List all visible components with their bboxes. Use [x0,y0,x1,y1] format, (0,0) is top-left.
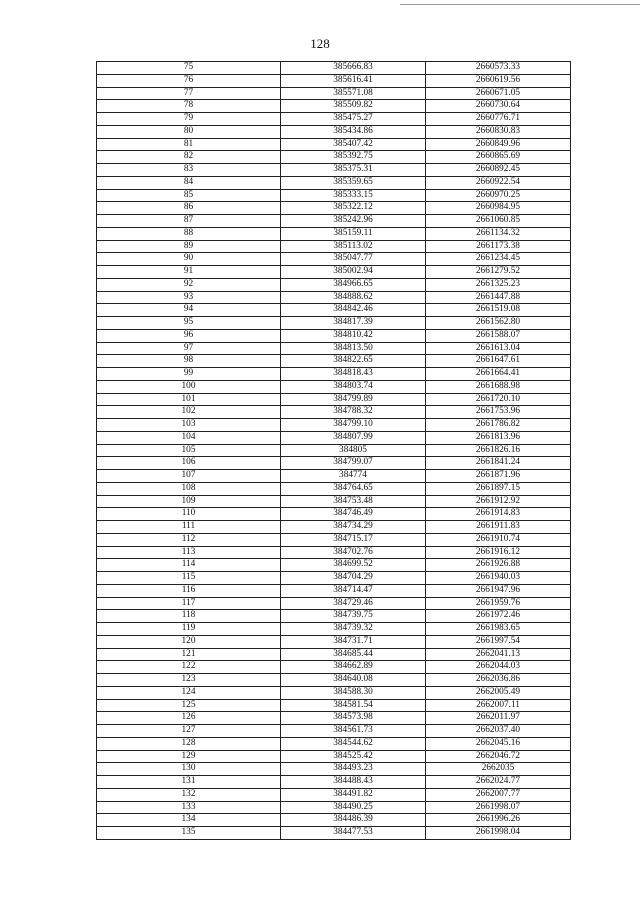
x-coordinate-cell: 384822.65 [281,355,426,368]
point-number-cell: 88 [97,227,281,240]
point-number-cell: 82 [97,151,281,164]
x-coordinate-cell: 384788.32 [281,406,426,419]
x-coordinate-cell: 384805 [281,444,426,457]
point-number-cell: 110 [97,508,281,521]
x-coordinate-cell: 384799.07 [281,457,426,470]
x-coordinate-cell: 384491.82 [281,788,426,801]
x-coordinate-cell: 385571.08 [281,87,426,100]
x-coordinate-cell: 384573.98 [281,712,426,725]
table-row [97,151,571,164]
x-coordinate-cell: 384753.48 [281,495,426,508]
x-coordinate-cell: 384493.23 [281,763,426,776]
table-row [97,674,571,687]
y-coordinate-cell: 2662044.03 [426,661,571,674]
point-number-cell: 102 [97,406,281,419]
table-row [97,342,571,355]
x-coordinate-cell: 384739.75 [281,610,426,623]
point-number-cell: 84 [97,176,281,189]
point-number-cell: 100 [97,380,281,393]
point-number-cell: 114 [97,559,281,572]
table-row [97,546,571,559]
y-coordinate-cell: 2661519.08 [426,304,571,317]
point-number-cell: 132 [97,788,281,801]
x-coordinate-cell: 384699.52 [281,559,426,572]
x-coordinate-cell: 385159.11 [281,227,426,240]
point-number-cell: 134 [97,814,281,827]
point-number-cell: 92 [97,278,281,291]
table-row [97,176,571,189]
x-coordinate-cell: 385407.42 [281,138,426,151]
table-row [97,87,571,100]
y-coordinate-cell: 2661060.85 [426,215,571,228]
y-coordinate-cell: 2660830.83 [426,125,571,138]
x-coordinate-cell: 384739.32 [281,623,426,636]
y-coordinate-cell: 2661914.83 [426,508,571,521]
y-coordinate-cell: 2661786.82 [426,419,571,432]
x-coordinate-cell: 385616.41 [281,74,426,87]
table-row [97,431,571,444]
y-coordinate-cell: 2661688.98 [426,380,571,393]
table-row [97,827,571,840]
point-number-cell: 87 [97,215,281,228]
point-number-cell: 101 [97,393,281,406]
point-number-cell: 94 [97,304,281,317]
x-coordinate-cell: 384803.74 [281,380,426,393]
table-row [97,699,571,712]
table-row [97,317,571,330]
y-coordinate-cell: 2661972.46 [426,610,571,623]
point-number-cell: 76 [97,74,281,87]
x-coordinate-cell: 384799.10 [281,419,426,432]
point-number-cell: 116 [97,584,281,597]
x-coordinate-cell: 384486.39 [281,814,426,827]
y-coordinate-cell: 2661916.12 [426,546,571,559]
y-coordinate-cell: 2662007.11 [426,699,571,712]
table-row [97,635,571,648]
x-coordinate-cell: 384888.62 [281,291,426,304]
table-row [97,788,571,801]
point-number-cell: 83 [97,164,281,177]
y-coordinate-cell: 2660849.96 [426,138,571,151]
point-number-cell: 125 [97,699,281,712]
y-coordinate-cell: 2661234.45 [426,253,571,266]
point-number-cell: 109 [97,495,281,508]
y-coordinate-cell: 2661911.83 [426,521,571,534]
point-number-cell: 80 [97,125,281,138]
x-coordinate-cell: 384704.29 [281,572,426,585]
y-coordinate-cell: 2661983.65 [426,623,571,636]
table-row [97,355,571,368]
table-row [97,125,571,138]
table-row [97,584,571,597]
y-coordinate-cell: 2660984.95 [426,202,571,215]
table-row [97,495,571,508]
x-coordinate-cell: 384774 [281,470,426,483]
point-number-cell: 124 [97,686,281,699]
x-coordinate-cell: 384588.30 [281,686,426,699]
table-row [97,380,571,393]
table-row [97,393,571,406]
point-number-cell: 106 [97,457,281,470]
table-row [97,189,571,202]
y-coordinate-cell: 2660892.45 [426,164,571,177]
y-coordinate-cell: 2661871.96 [426,470,571,483]
table-row [97,686,571,699]
x-coordinate-cell: 385359.65 [281,176,426,189]
table-row [97,814,571,827]
point-number-cell: 135 [97,827,281,840]
table-row [97,610,571,623]
table-row [97,62,571,75]
x-coordinate-cell: 384807.99 [281,431,426,444]
table-row [97,508,571,521]
y-coordinate-cell: 2661959.76 [426,597,571,610]
point-number-cell: 115 [97,572,281,585]
point-number-cell: 119 [97,623,281,636]
table-row [97,138,571,151]
table-row [97,113,571,126]
y-coordinate-cell: 2661910.74 [426,533,571,546]
table-row [97,304,571,317]
y-coordinate-cell: 2662045.16 [426,737,571,750]
table-row [97,406,571,419]
y-coordinate-cell: 2662005.49 [426,686,571,699]
y-coordinate-cell: 2660970.25 [426,189,571,202]
point-number-cell: 85 [97,189,281,202]
point-number-cell: 97 [97,342,281,355]
y-coordinate-cell: 2662035 [426,763,571,776]
x-coordinate-cell: 385475.27 [281,113,426,126]
y-coordinate-cell: 2660573.33 [426,62,571,75]
y-coordinate-cell: 2661912.92 [426,495,571,508]
table-row [97,329,571,342]
x-coordinate-cell: 385666.83 [281,62,426,75]
point-number-cell: 103 [97,419,281,432]
y-coordinate-cell: 2661134.32 [426,227,571,240]
table-row [97,725,571,738]
x-coordinate-cell: 384702.76 [281,546,426,559]
point-number-cell: 77 [97,87,281,100]
table-row [97,572,571,585]
table-row [97,737,571,750]
table-row [97,559,571,572]
y-coordinate-cell: 2662036.86 [426,674,571,687]
point-number-cell: 99 [97,368,281,381]
y-coordinate-cell: 2661947.96 [426,584,571,597]
x-coordinate-cell: 384685.44 [281,648,426,661]
y-coordinate-cell: 2660776.71 [426,113,571,126]
x-coordinate-cell: 385002.94 [281,266,426,279]
point-number-cell: 105 [97,444,281,457]
table-row [97,444,571,457]
point-number-cell: 93 [97,291,281,304]
y-coordinate-cell: 2660671.05 [426,87,571,100]
x-coordinate-cell: 384966.65 [281,278,426,291]
point-number-cell: 89 [97,240,281,253]
y-coordinate-cell: 2661173.38 [426,240,571,253]
x-coordinate-cell: 384731.71 [281,635,426,648]
x-coordinate-cell: 384544.62 [281,737,426,750]
x-coordinate-cell: 384734.29 [281,521,426,534]
y-coordinate-cell: 2662007.77 [426,788,571,801]
table-row [97,661,571,674]
table-row [97,533,571,546]
coordinates-table [96,61,571,840]
y-coordinate-cell: 2661813.96 [426,431,571,444]
x-coordinate-cell: 384810.42 [281,329,426,342]
point-number-cell: 104 [97,431,281,444]
point-number-cell: 98 [97,355,281,368]
x-coordinate-cell: 384729.46 [281,597,426,610]
table-row [97,240,571,253]
point-number-cell: 91 [97,266,281,279]
x-coordinate-cell: 385047.77 [281,253,426,266]
y-coordinate-cell: 2660619.56 [426,74,571,87]
point-number-cell: 108 [97,482,281,495]
x-coordinate-cell: 385242.96 [281,215,426,228]
y-coordinate-cell: 2661279.52 [426,266,571,279]
x-coordinate-cell: 385392.75 [281,151,426,164]
point-number-cell: 90 [97,253,281,266]
y-coordinate-cell: 2661940.03 [426,572,571,585]
y-coordinate-cell: 2662024.77 [426,776,571,789]
point-number-cell: 122 [97,661,281,674]
point-number-cell: 123 [97,674,281,687]
y-coordinate-cell: 2661588.07 [426,329,571,342]
x-coordinate-cell: 384561.73 [281,725,426,738]
point-number-cell: 121 [97,648,281,661]
x-coordinate-cell: 384764.65 [281,482,426,495]
y-coordinate-cell: 2661996.26 [426,814,571,827]
x-coordinate-cell: 385434.86 [281,125,426,138]
point-number-cell: 112 [97,533,281,546]
table-row [97,253,571,266]
y-coordinate-cell: 2660730.64 [426,100,571,113]
table-row [97,482,571,495]
table-row [97,215,571,228]
y-coordinate-cell: 2661826.16 [426,444,571,457]
point-number-cell: 81 [97,138,281,151]
table-row [97,712,571,725]
point-number-cell: 86 [97,202,281,215]
table-row [97,457,571,470]
point-number-cell: 79 [97,113,281,126]
point-number-cell: 118 [97,610,281,623]
x-coordinate-cell: 384662.89 [281,661,426,674]
y-coordinate-cell: 2661926.88 [426,559,571,572]
x-coordinate-cell: 384799.89 [281,393,426,406]
x-coordinate-cell: 384640.08 [281,674,426,687]
y-coordinate-cell: 2660922.54 [426,176,571,189]
x-coordinate-cell: 384581.54 [281,699,426,712]
point-number-cell: 129 [97,750,281,763]
coordinates-table-body [97,62,571,840]
point-number-cell: 113 [97,546,281,559]
y-coordinate-cell: 2662046.72 [426,750,571,763]
table-row [97,100,571,113]
table-row [97,470,571,483]
table-row [97,776,571,789]
point-number-cell: 107 [97,470,281,483]
table-row [97,278,571,291]
table-row [97,801,571,814]
x-coordinate-cell: 385375.31 [281,164,426,177]
point-number-cell: 130 [97,763,281,776]
x-coordinate-cell: 384715.17 [281,533,426,546]
point-number-cell: 133 [97,801,281,814]
x-coordinate-cell: 385333.15 [281,189,426,202]
point-number-cell: 96 [97,329,281,342]
table-row [97,763,571,776]
x-coordinate-cell: 385113.02 [281,240,426,253]
y-coordinate-cell: 2661997.54 [426,635,571,648]
point-number-cell: 78 [97,100,281,113]
table-row [97,648,571,661]
point-number-cell: 126 [97,712,281,725]
table-row [97,74,571,87]
point-number-cell: 127 [97,725,281,738]
x-coordinate-cell: 384477.53 [281,827,426,840]
x-coordinate-cell: 385509.82 [281,100,426,113]
table-row [97,597,571,610]
x-coordinate-cell: 384813.50 [281,342,426,355]
y-coordinate-cell: 2661447.88 [426,291,571,304]
x-coordinate-cell: 384746.49 [281,508,426,521]
table-row [97,419,571,432]
table-row [97,266,571,279]
point-number-cell: 120 [97,635,281,648]
table-row [97,623,571,636]
x-coordinate-cell: 384525.42 [281,750,426,763]
point-number-cell: 75 [97,62,281,75]
table-row [97,164,571,177]
y-coordinate-cell: 2661897.15 [426,482,571,495]
table-row [97,227,571,240]
y-coordinate-cell: 2661664.41 [426,368,571,381]
table-row [97,368,571,381]
y-coordinate-cell: 2661647.61 [426,355,571,368]
y-coordinate-cell: 2661753.96 [426,406,571,419]
y-coordinate-cell: 2662011.97 [426,712,571,725]
x-coordinate-cell: 384490.25 [281,801,426,814]
point-number-cell: 111 [97,521,281,534]
x-coordinate-cell: 384818.43 [281,368,426,381]
x-coordinate-cell: 384817.39 [281,317,426,330]
y-coordinate-cell: 2661562.80 [426,317,571,330]
y-coordinate-cell: 2661998.07 [426,801,571,814]
point-number-cell: 128 [97,737,281,750]
table-row [97,521,571,534]
y-coordinate-cell: 2662037.40 [426,725,571,738]
x-coordinate-cell: 385322.12 [281,202,426,215]
y-coordinate-cell: 2661841.24 [426,457,571,470]
point-number-cell: 131 [97,776,281,789]
y-coordinate-cell: 2661998.04 [426,827,571,840]
table-row [97,750,571,763]
y-coordinate-cell: 2662041.13 [426,648,571,661]
page-number: 128 [310,36,330,51]
point-number-cell: 95 [97,317,281,330]
y-coordinate-cell: 2661720.10 [426,393,571,406]
y-coordinate-cell: 2661613.04 [426,342,571,355]
top-rule [400,4,640,5]
x-coordinate-cell: 384714.47 [281,584,426,597]
x-coordinate-cell: 384842.46 [281,304,426,317]
table-row [97,291,571,304]
x-coordinate-cell: 384488.43 [281,776,426,789]
point-number-cell: 117 [97,597,281,610]
y-coordinate-cell: 2660865.69 [426,151,571,164]
y-coordinate-cell: 2661325.23 [426,278,571,291]
table-row [97,202,571,215]
